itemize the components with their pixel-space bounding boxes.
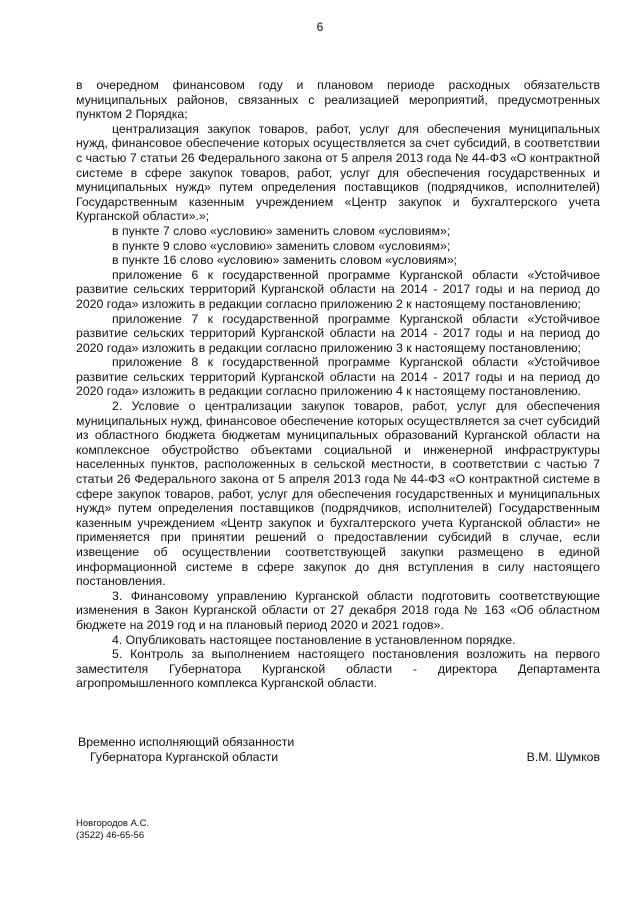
numbered-item-5: 5. Контроль за выполнением настоящего постановления возложить на первого заместителя Губернатора Курганской области - директора Департамента агропромышленного комплекса Курганской области. (76, 647, 600, 691)
numbered-item-3: 3. Финансовому управлению Курганской области подготовить соответствующие изменения в Закон Курганской области от 27 декабря 2018 года № 163 «Об областном бюджете на 2019 год и на плановый период 2020 и 2021 годов». (76, 588, 600, 632)
numbered-item-4: 4. Опубликовать настоящее постановление в установленном порядке. (112, 632, 516, 647)
paragraph-centralization: централизация закупок товаров, работ, услуг для обеспечения муниципальных нужд, финансовое обеспечение которых осуществляется за счет субсидий, в соответствии с частью 7 статьи 26 Федерального закона от 5 апреля 2013 года № 44-ФЗ «О контрактной системе в сфере закупок товаров, работ, услуг для обеспечения государственных и муниципальных нужд» путем определения поставщиков (подрядчиков, исполнителей) Государственным казенным учреждением «Центр закупок и бухгалтерского учета Курганской области».»; (76, 121, 600, 224)
paragraph-appendix-8: приложение 8 к государственной программе Курганской области «Устойчивое развитие сельских территорий Курганской области на 2014 - 2017 годы и на период до 2020 года» изложить в редакции согласно приложению 4 к настоящему постановлению. (76, 355, 600, 399)
page-number: 6 (316, 20, 324, 34)
executor-phone: (3522) 46-65-56 (76, 830, 145, 841)
paragraph-appendix-6: приложение 6 к государственной программе Курганской области «Устойчивое развитие сельских территорий Курганской области на 2014 - 2017 годы и на период до 2020 года» изложить в редакции согласно приложению 2 к настоящему постановлению; (76, 267, 600, 311)
paragraph-point-7: в пункте 7 слово «условию» заменить словом «условиям»; (112, 223, 451, 238)
paragraph-point-9: в пункте 9 слово «условию» заменить словом «условиям»; (112, 238, 451, 253)
signatory-title-line1: Временно исполняющий обязанности (78, 735, 295, 749)
signatory-title-line2: Губернатора Курганской области (90, 750, 279, 764)
document-body (76, 78, 600, 691)
numbered-item-2: 2. Условие о централизации закупок товаров, работ, услуг для обеспечения муниципальных нужд, финансовое обеспечение которых осуществляется за счет субсидий из областного бюджета бюджетам муниципальных образований Курганской области на комплексное обустройство объектами социальной и инженерной инфраструктуры населенных пунктов, расположенных в сельской местности, в соответствии с частью 7 статьи 26 Федерального закона от 5 апреля 2013 года № 44-ФЗ «О контрактной системе в сфере закупок товаров, работ, услуг для обеспечения государственных и муниципальных нужд» путем определения поставщиков (подрядчиков, исполнителей) Государственным казенным учреждением «Центр закупок и бухгалтерского учета Курганской области» не применяется при принятии решений о предоставлении субсидий в случае, если извещение об осуществлении соответствующей закупки размещено в единой информационной системе в сфере закупок до дня вступления в силу настоящего постановления. (76, 399, 600, 589)
signatory-name: В.М. Шумков (526, 750, 600, 764)
paragraph-point-16: в пункте 16 слово «условию» заменить словом «условиям»; (112, 253, 458, 268)
paragraph-continuation: в очередном финансовом году и плановом периоде расходных обязательств муниципальных районов, связанных с реализацией мероприятий, предусмотренных пунктом 2 Порядка; (76, 78, 600, 122)
signature-block (76, 735, 600, 767)
executor-footer (76, 818, 149, 842)
paragraph-appendix-7: приложение 7 к государственной программе Курганской области «Устойчивое развитие сельских территорий Курганской области на 2014 - 2017 годы и на период до 2020 года» изложить в редакции согласно приложению 3 к настоящему постановлению; (76, 311, 600, 355)
executor-name: Новгородов А.С. (76, 818, 150, 829)
